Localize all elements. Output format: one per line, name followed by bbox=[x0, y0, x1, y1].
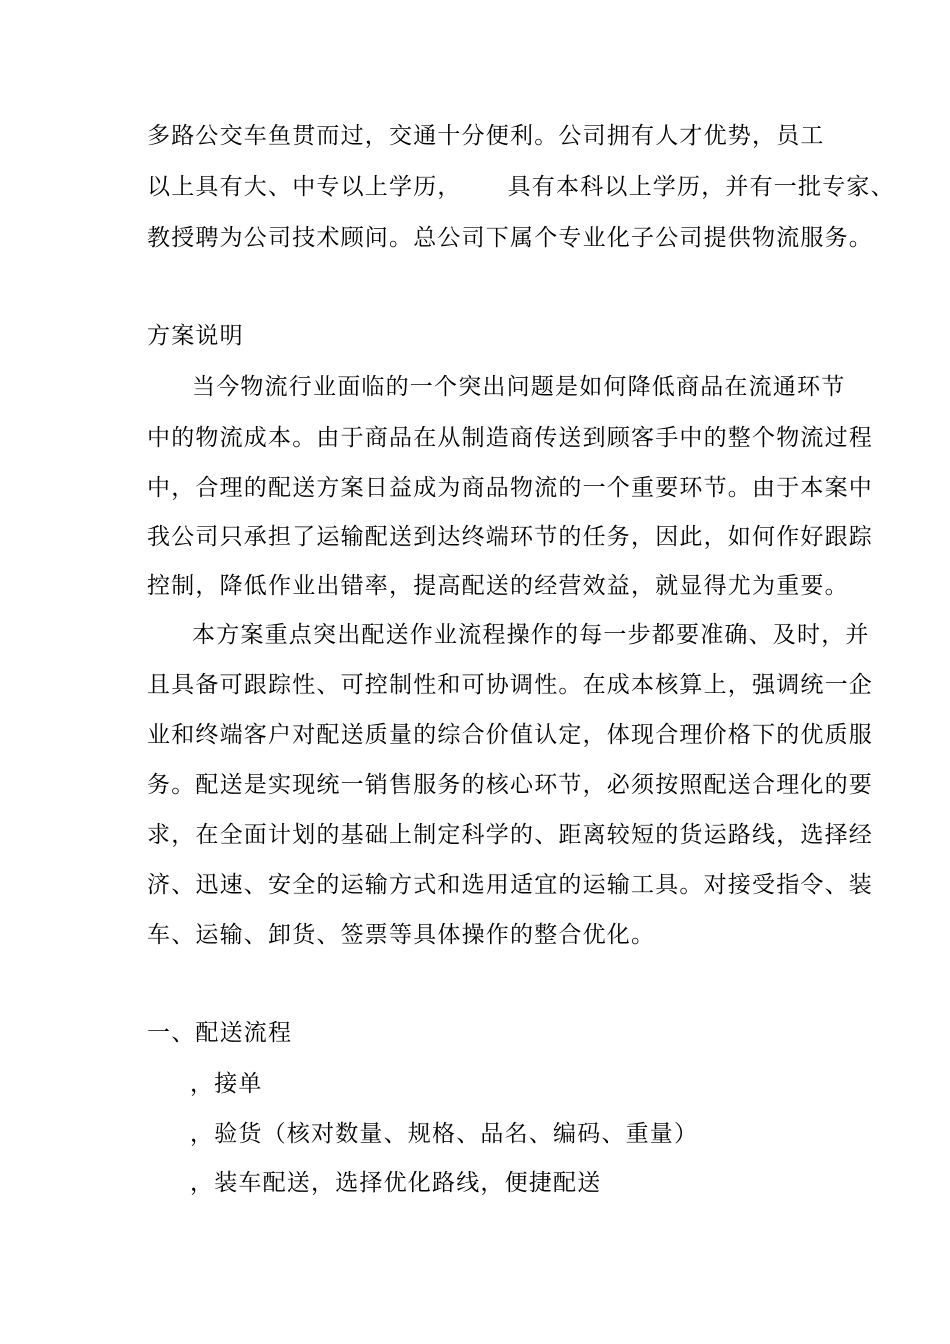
plan-para1-line-4: 我公司只承担了运输配送到达终端环节的任务，因此，如何作好跟踪 bbox=[147, 524, 873, 550]
plan-para2-line-6: 济、迅速、安全的运输方式和选用适宜的运输工具。对接受指令、装 bbox=[147, 872, 873, 898]
plan-para1-line-5: 控制，降低作业出错率，提高配送的经营效益，就显得尤为重要。 bbox=[147, 573, 849, 599]
plan-para1-line-3: 中，合理的配送方案日益成为商品物流的一个重要环节。由于本案中 bbox=[147, 475, 873, 501]
plan-para2-line-5: 求，在全面计划的基础上制定科学的、距离较短的货运路线，选择经 bbox=[147, 822, 873, 848]
intro-line-2 bbox=[147, 172, 895, 202]
flow-item-3: ，装车配送，选择优化路线，便捷配送 bbox=[190, 1170, 602, 1196]
plan-para2-line-2: 且具备可跟踪性、可控制性和可协调性。在成本核算上，强调统一企 bbox=[147, 672, 873, 698]
plan-para2-line-3: 业和终端客户对配送质量的综合价值认定，体现合理价格下的优质服 bbox=[147, 722, 873, 748]
plan-para1-line-1: 当今物流行业面临的一个突出问题是如何降低商品在流通环节 bbox=[192, 374, 846, 400]
intro-line-3: 教授聘为公司技术顾问。总公司下属个专业化子公司提供物流服务。 bbox=[147, 225, 873, 251]
plan-para2-line-4: 务。配送是实现统一销售服务的核心环节，必须按照配送合理化的要 bbox=[147, 772, 873, 798]
plan-para2-line-1: 本方案重点突出配送作业流程操作的每一步都要准确、及时，并 bbox=[192, 622, 870, 648]
plan-para1-line-2: 中的物流成本。由于商品在从制造商传送到顾客手中的整个物流过程 bbox=[147, 425, 873, 451]
flow-item-2: ，验货（核对数量、规格、品名、编码、重量） bbox=[190, 1121, 699, 1147]
flow-item-1: ，接单 bbox=[190, 1071, 263, 1097]
section-heading-flow: 一、配送流程 bbox=[147, 1020, 293, 1046]
section-heading-plan: 方案说明 bbox=[147, 323, 244, 349]
intro-line-2-part-b: 具有本科以上学历，并有一批专家、 bbox=[507, 174, 895, 200]
intro-line-1: 多路公交车鱼贯而过，交通十分便利。公司拥有人才优势，员工 bbox=[147, 123, 825, 149]
intro-line-2-part-a: 以上具有大、中专以上学历， bbox=[147, 174, 462, 200]
plan-para2-line-7: 车、运输、卸货、签票等具体操作的整合优化。 bbox=[147, 922, 656, 948]
